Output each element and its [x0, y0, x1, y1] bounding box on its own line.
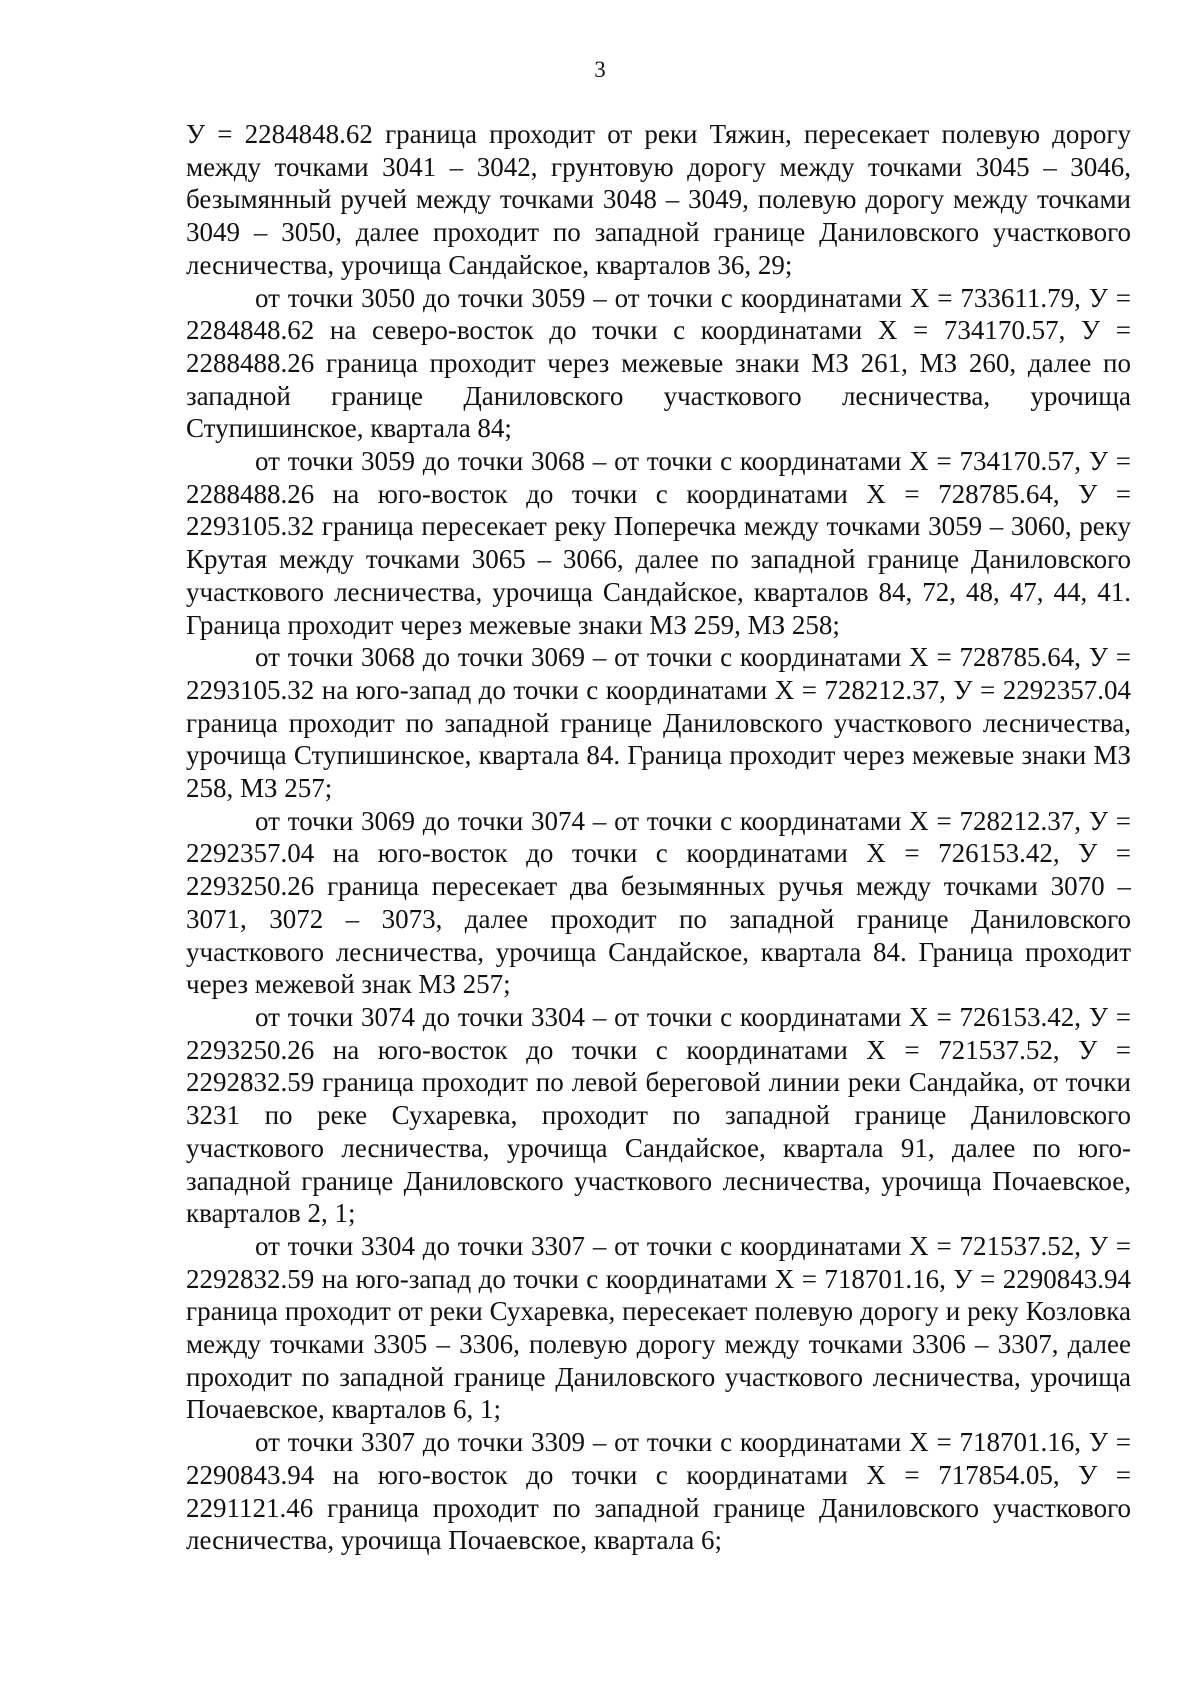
document-body: [186, 118, 1131, 1557]
paragraph-segment-3307-3309: от точки 3307 до точки 3309 – от точки с координатами Х = 718701.16, У = 2290843.94 на юго-восток до точки с координатами Х = 717854.05, У = 2291121.46 граница проходит по западной границе Даниловского участкового лесничества, урочища Почаевское, квартала 6;: [186, 1427, 1131, 1556]
paragraph-segment-3068-3069: от точки 3068 до точки 3069 – от точки с координатами Х = 728785.64, У = 2293105.32 на юго-запад до точки с координатами Х = 728212.37, У = 2292357.04 граница проходит по западной границе Даниловского участкового лесничества, урочища Ступишинское, квартала 84. Граница проходит через межевые знаки МЗ 258, МЗ 257;: [186, 642, 1131, 804]
page-number: 3: [594, 57, 606, 82]
paragraph-segment-3304-3307: от точки 3304 до точки 3307 – от точки с координатами Х = 721537.52, У = 2292832.59 на юго-запад до точки с координатами Х = 718701.16, У = 2290843.94 граница проходит от реки Сухаревка, пересекает полевую дорогу и реку Козловка между точками 3305 – 3306, полевую дорогу между точками 3306 – 3307, далее проходит по западной границе Даниловского участкового лесничества, урочища Почаевское, кварталов 6, 1;: [186, 1230, 1131, 1425]
paragraph-continuation: У = 2284848.62 граница проходит от реки Тяжин, пересекает полевую дорогу между точками 3041 – 3042, грунтовую дорогу между точками 3045 – 3046, безымянный ручей между точками 3048 – 3049, полевую дорогу между точками 3049 – 3050, далее проходит по западной границе Даниловского участкового лесничества, урочища Сандайское, кварталов 36, 29;: [186, 119, 1131, 280]
paragraph-segment-3069-3074: от точки 3069 до точки 3074 – от точки с координатами Х = 728212.37, У = 2292357.04 на юго-восток до точки с координатами Х = 726153.42, У = 2293250.26 граница пересекает два безымянных ручья между точками 3070 – 3071, 3072 – 3073, далее проходит по западной границе Даниловского участкового лесничества, урочища Сандайское, квартала 84. Граница проходит через межевой знак МЗ 257;: [186, 805, 1131, 1000]
paragraph-segment-3059-3068: от точки 3059 до точки 3068 – от точки с координатами Х = 734170.57, У = 2288488.26 на юго-восток до точки с координатами Х = 728785.64, У = 2293105.32 граница пересекает реку Поперечка между точками 3059 – 3060, реку Крутая между точками 3065 – 3066, далее по западной границе Даниловского участкового лесничества, урочища Сандайское, кварталов 84, 72, 48, 47, 44, 41. Граница проходит через межевые знаки МЗ 259, МЗ 258;: [186, 446, 1131, 640]
paragraph-segment-3074-3304: от точки 3074 до точки 3304 – от точки с координатами Х = 726153.42, У = 2293250.26 на юго-восток до точки с координатами Х = 721537.52, У = 2292832.59 граница проходит по левой береговой линии реки Сандайка, от точки 3231 по реке Сухаревка, проходит по западной границе Даниловского участкового лесничества, урочища Сандайское, квартала 91, далее по юго-западной границе Даниловского участкового лесничества, урочища Почаевское, кварталов 2, 1;: [186, 1001, 1131, 1229]
paragraph-segment-3050-3059: от точки 3050 до точки 3059 – от точки с координатами Х = 733611.79, У = 2284848.62 на северо-восток до точки с координатами Х = 734170.57, У = 2288488.26 граница проходит через межевые знаки МЗ 261, МЗ 260, далее по западной границе Даниловского участкового лесничества, урочища Ступишинское, квартала 84;: [186, 282, 1131, 444]
